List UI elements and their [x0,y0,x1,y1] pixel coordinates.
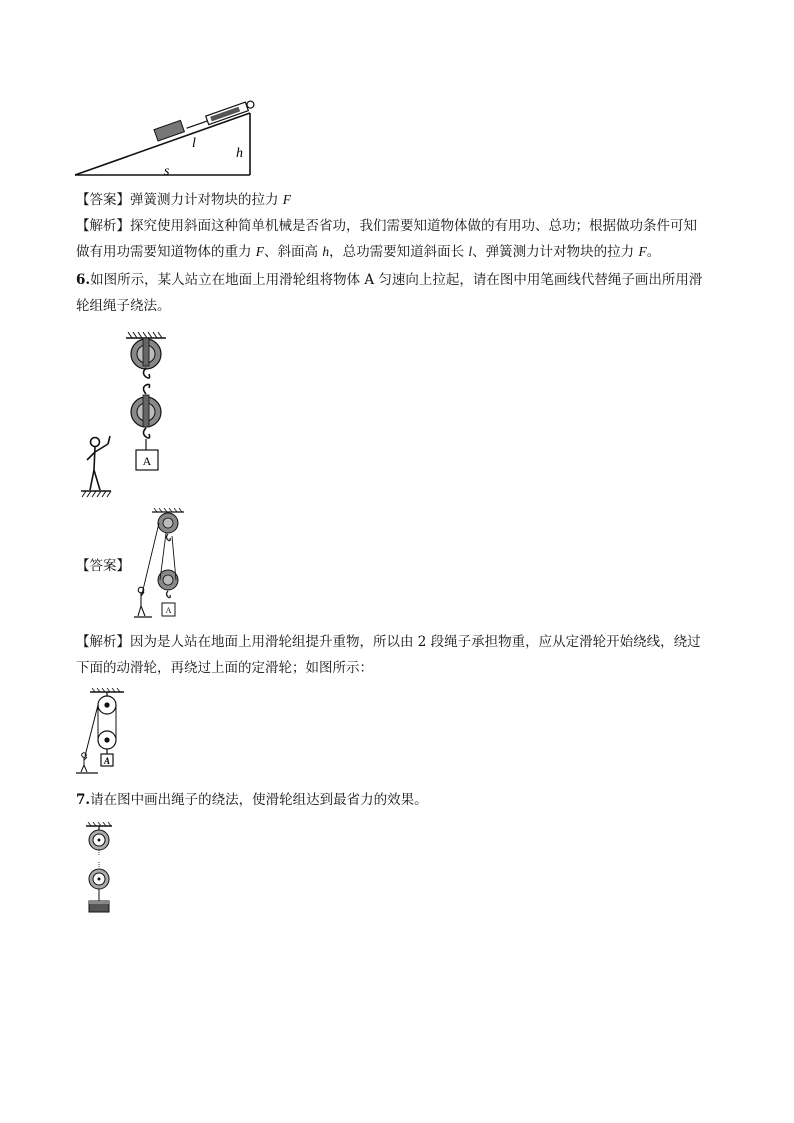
answer-tag: 【答案】 [76,192,130,208]
ground-hatch [81,491,111,497]
fixed-pulley-icon [89,826,109,856]
movable-pulley-icon [89,862,109,901]
ceiling-hatch [86,822,112,826]
person-icon [87,436,110,490]
block-A [162,603,175,616]
answer-tag: 【答案】 [76,558,130,574]
ceiling-hatch [126,332,166,338]
var-h: h [322,244,330,259]
spring-scale-icon [185,100,255,132]
q5-analysis-text2c: ，总功需要知道斜面长 [329,244,465,260]
block-a-label: A [142,454,152,468]
incline-diagram [70,95,260,180]
q6-analysis-text1: 因为是人站在地面上用滑轮组提升重物，所以由 2 段绳子承担物重，应从定滑轮开始绕线，绕过 [130,634,701,650]
ceiling-hatch [152,508,184,512]
q5-analysis-line2 [76,242,726,262]
movable-pulley-icon [131,384,161,450]
movable-pulley-icon [98,731,116,754]
incline-label-s: s [164,164,170,179]
block-A [101,754,113,766]
q6-question-line2 [76,296,726,316]
incline-slope [75,113,250,175]
q6-analysis-line2 [76,658,726,678]
block-a-label: A [103,756,111,766]
analysis-tag: 【解析】 [76,218,130,234]
q5-analysis-text2d: 、弹簧测力计对物块的拉力 [472,244,635,260]
var-l: l [468,244,473,259]
block-A [136,450,158,470]
q6-analysis-text2: 下面的动滑轮，再绕过上面的定滑轮；如图所示： [76,660,373,676]
q5-analysis-text2a: 做有用功需要知道物体的重力 [76,244,252,260]
q5-analysis-text2e: 。 [646,244,661,260]
q7-question-text: 请在图中画出绳子的绕法，使滑轮组达到最省力的效果。 [90,792,428,808]
person-icon [76,753,98,773]
var-F: F [638,244,647,259]
q6-analysis-figure [72,688,136,776]
q6-question-line1 [76,270,726,290]
q5-analysis-text2b: 、斜面高 [264,244,319,260]
q5-answer-line [76,190,726,210]
analysis-tag: 【解析】 [76,634,130,650]
q6-analysis-line1 [76,632,726,652]
incline-label-h: h [236,146,243,161]
block-a-label: A [165,606,172,615]
q6-pulley-figure [78,332,198,498]
person-icon [134,587,152,617]
weight-block [89,901,109,912]
q7-question-line [76,790,726,810]
q6-answer-line [76,556,136,576]
q6-answer-figure [132,508,192,620]
q6-question-text1: 如图所示，某人站立在地面上用滑轮组将物体 A 匀速向上拉起，请在图中用笔画线代替绳子画出所用滑 [90,272,703,288]
q7-pulley-figure [82,822,116,914]
q7-number: 7. [76,792,91,808]
q6-question-text2: 轮组绳子绕法。 [76,298,171,314]
q5-answer-var: F [282,192,292,207]
q5-answer-text: 弹簧测力计对物块的拉力 [130,192,279,208]
q5-analysis-line1 [76,216,726,236]
q5-analysis-text1: 探究使用斜面这种简单机械是否省功，我们需要知道物体做的有用功、总功；根据做功条件可知 [130,218,697,234]
ceiling-hatch [90,688,124,692]
fixed-pulley-icon [98,692,116,714]
incline-label-l: l [192,136,196,151]
q6-number: 6. [76,272,91,288]
fixed-pulley-icon [158,513,178,541]
fixed-pulley-icon [131,338,161,378]
var-F: F [255,244,265,259]
